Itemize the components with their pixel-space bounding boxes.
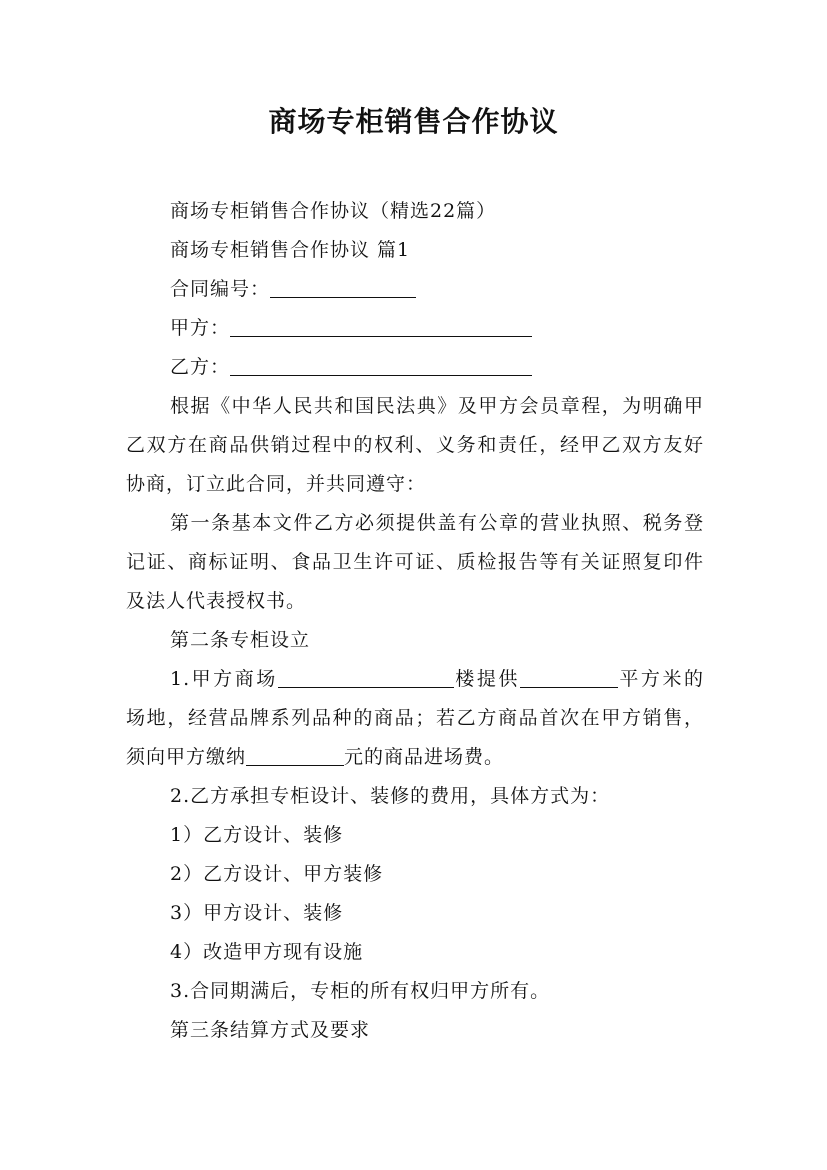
party-a-blank [230, 317, 532, 337]
contract-no-line [126, 270, 704, 309]
article-1-paragraph: 第一条基本文件乙方必须提供盖有公章的营业执照、税务登记证、商标证明、食品卫生许可证、质检报告等有关证照复印件及法人代表授权书。 [126, 512, 704, 612]
option-4-line: 4）改造甲方现有设施 [170, 941, 364, 963]
preamble-paragraph: 根据《中华人民共和国民法典》及甲方会员章程，为明确甲乙双方在商品供销过程中的权利、义务和责任，经甲乙双方友好协商，订立此合同，并共同遵守： [126, 395, 704, 495]
item-1-text-b: 楼提供 [453, 668, 520, 690]
area-blank [520, 668, 618, 688]
item-1-text-a: 1.甲方商场 [170, 668, 278, 690]
article-3-heading: 第三条结算方式及要求 [170, 1019, 371, 1041]
section-heading: 商场专柜销售合作协议 篇1 [170, 239, 411, 261]
item-1-paragraph [126, 660, 704, 777]
document-title: 商场专柜销售合作协议 [268, 105, 559, 138]
party-a-line [126, 309, 704, 348]
party-b-blank [230, 356, 532, 376]
contract-no-label: 合同编号： [170, 278, 271, 300]
subtitle: 商场专柜销售合作协议（精选22篇） [170, 200, 497, 222]
fee-blank [246, 746, 344, 766]
document-body [126, 192, 704, 1050]
option-1-line: 1）乙方设计、装修 [170, 824, 344, 846]
party-b-line [126, 348, 704, 387]
floor-blank [278, 668, 454, 688]
party-b-label: 乙方： [170, 356, 231, 378]
item-2-line: 2.乙方承担专柜设计、装修的费用，具体方式为： [170, 785, 611, 807]
item-3-line: 3.合同期满后，专柜的所有权归甲方所有。 [170, 980, 551, 1002]
item-1-text-c: 平方米的场地，经营品牌系列品种的商品；若乙方商品首次在甲方销售，须向甲方缴纳 [126, 668, 704, 768]
option-2-line: 2）乙方设计、甲方装修 [170, 863, 384, 885]
party-a-label: 甲方： [170, 317, 231, 339]
option-3-line: 3）甲方设计、装修 [170, 902, 344, 924]
article-2-heading: 第二条专柜设立 [170, 629, 311, 651]
contract-no-blank [270, 278, 416, 298]
item-1-text-d: 元的商品进场费。 [344, 746, 505, 768]
